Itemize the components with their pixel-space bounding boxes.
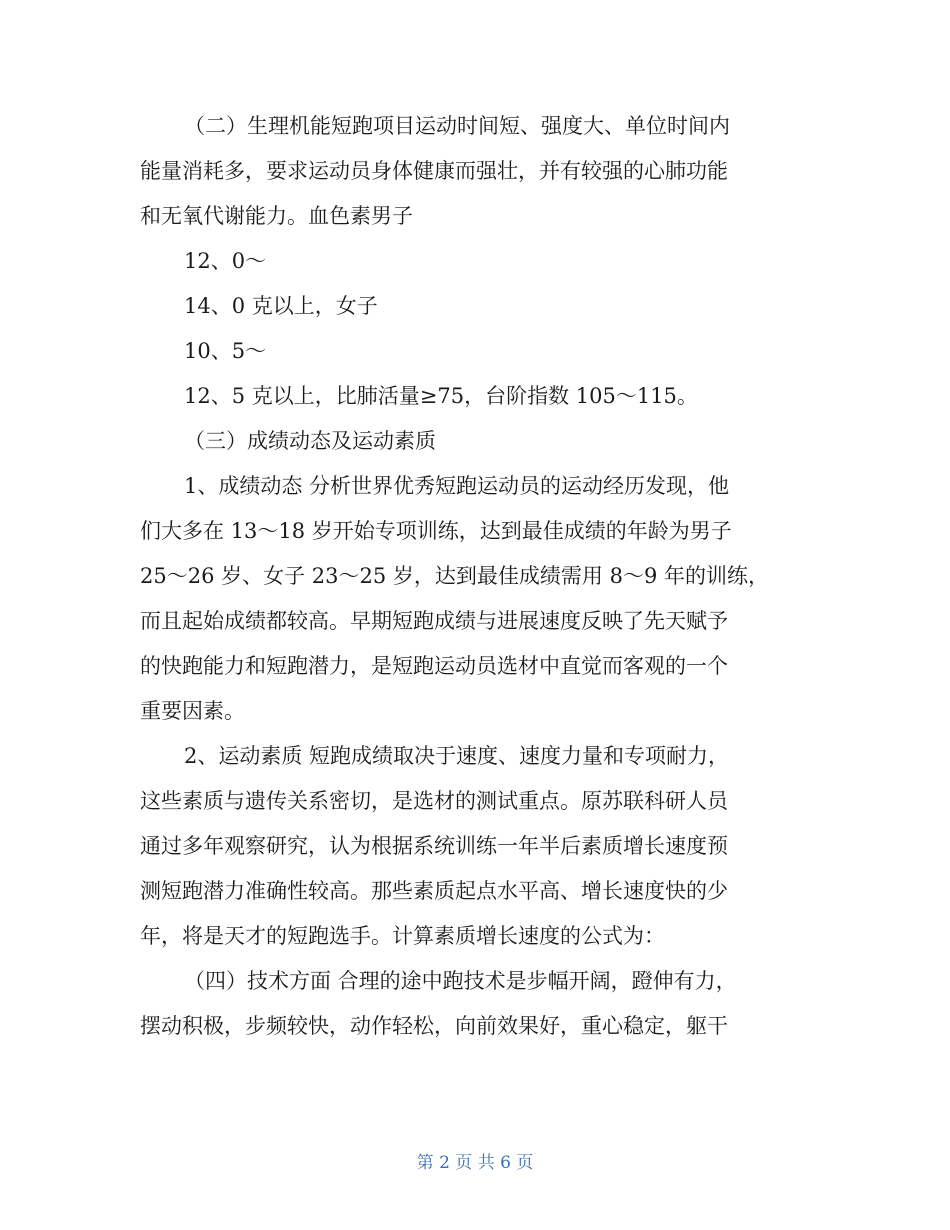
text-line-7: 12、5 克以上，比肺活量≥75，台阶指数 105～115。 [184,384,698,408]
text-line-17: 通过多年观察研究，认为根据系统训练一年半后素质增长速度预 [140,834,728,858]
text-line-3: 和无氧代谢能力。血色素男子 [140,204,413,228]
text-line-19: 年，将是天才的短跑选手。计算素质增长速度的公式为： [140,924,665,948]
section-heading-3: （三）成绩动态及运动素质 [184,429,436,453]
document-body [140,104,800,1049]
text-line-5: 14、0 克以上，女子 [184,294,378,318]
text-line-15: 2、运动素质 短跑成绩取决于速度、速度力量和专项耐力， [184,744,730,768]
page-number-footer: 第 2 页 共 6 页 [416,1153,534,1173]
text-line-18: 测短跑潜力准确性较高。那些素质起点水平高、增长速度快的少 [140,879,728,903]
text-line-16: 这些素质与遗传关系密切，是选材的测试重点。原苏联科研人员 [140,789,728,813]
text-line-9: 1、成绩动态 分析世界优秀短跑运动员的运动经历发现，他 [184,474,730,498]
text-line-12: 而且起始成绩都较高。早期短跑成绩与进展速度反映了先天赋予 [140,609,728,633]
text-line-1: （二）生理机能短跑项目运动时间短、强度大、单位时间内 [184,114,730,138]
text-line-20: （四）技术方面 合理的途中跑技术是步幅开阔，蹬伸有力， [184,969,737,993]
text-line-13: 的快跑能力和短跑潜力，是短跑运动员选材中直觉而客观的一个 [140,654,728,678]
text-line-4: 12、0～ [184,249,267,273]
text-line-14: 重要因素。 [140,699,245,723]
text-line-2: 能量消耗多，要求运动员身体健康而强壮，并有较强的心肺功能 [140,159,728,183]
text-line-21: 摆动积极，步频较快，动作轻松，向前效果好，重心稳定，躯干 [140,1014,728,1038]
text-line-10: 们大多在 13～18 岁开始专项训练，达到最佳成绩的年龄为男子 [140,519,732,543]
text-line-6: 10、5～ [184,339,267,363]
text-line-11: 25～26 岁、女子 23～25 岁，达到最佳成绩需用 8～9 年的训练， [140,564,769,588]
